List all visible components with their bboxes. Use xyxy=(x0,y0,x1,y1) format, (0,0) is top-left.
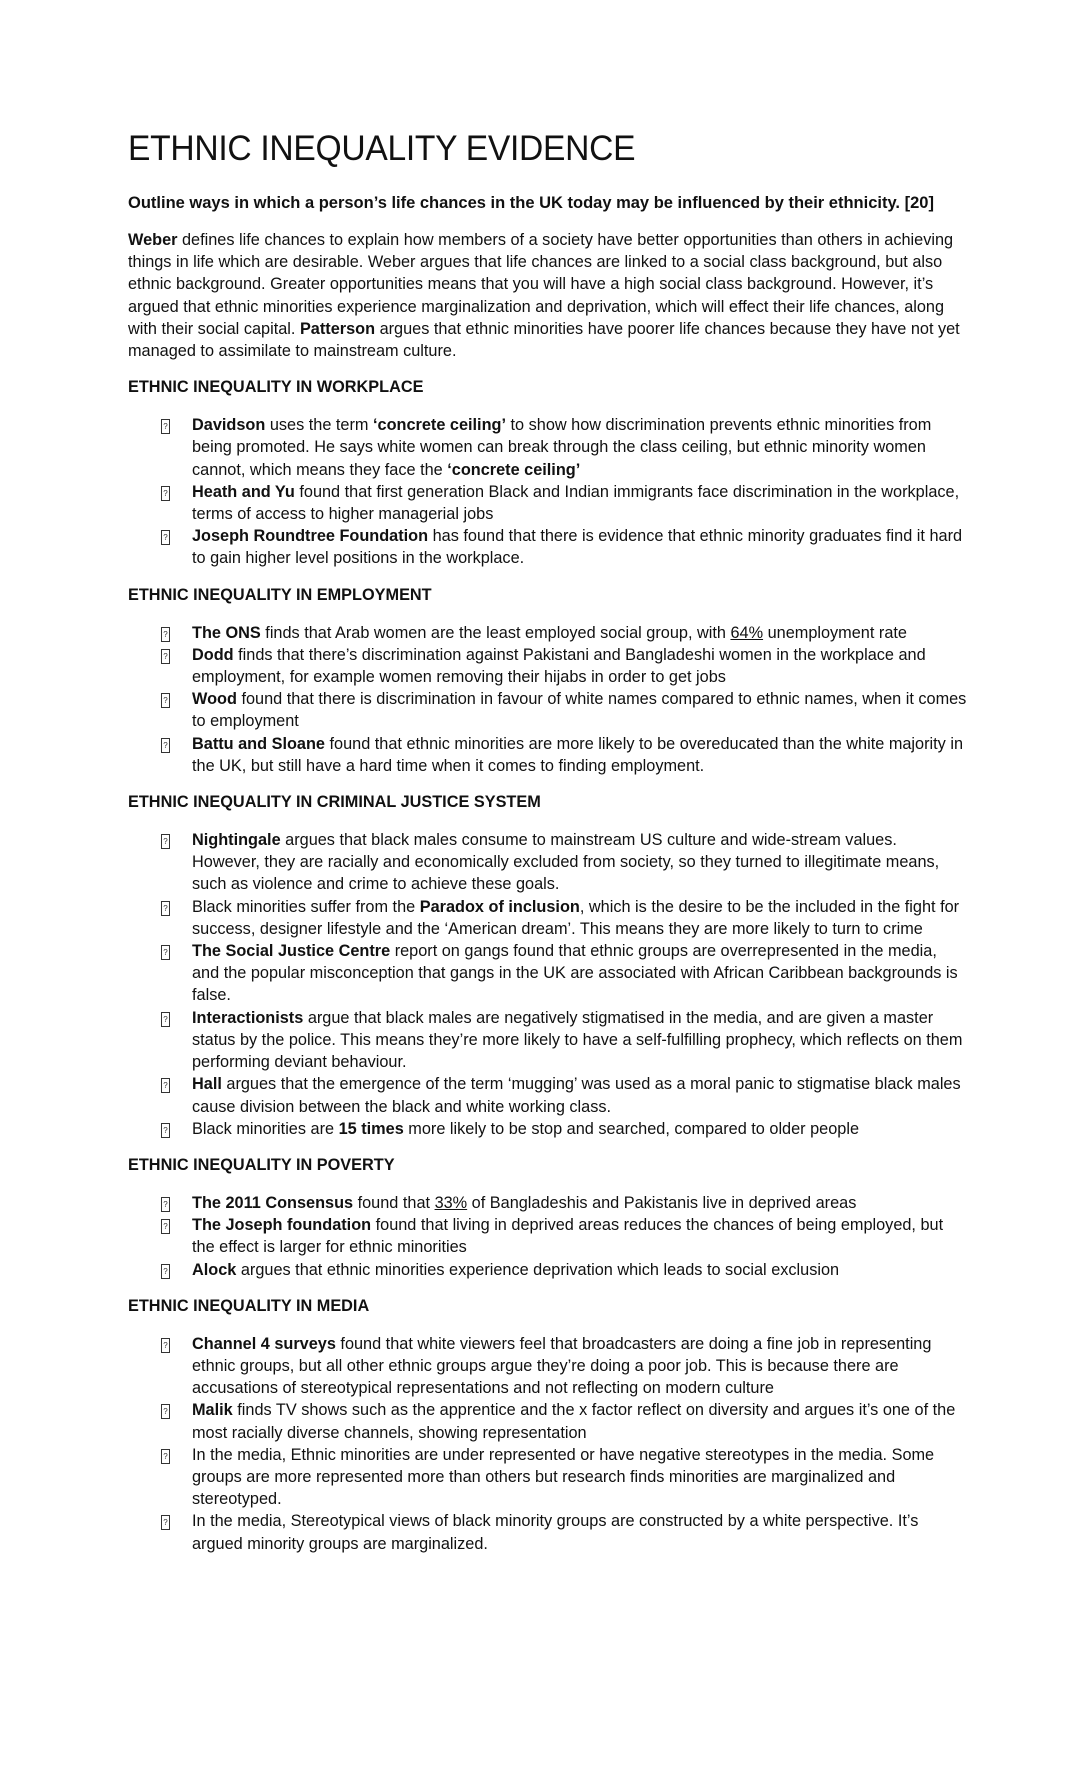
list-employment xyxy=(128,622,968,777)
list-item: ? In the media, Stereotypical views of black minority groups are constructed by a white perspective. It’s argued minority groups are marginalized. xyxy=(128,1510,968,1554)
list-item: ? Interactionists argue that black males are negatively stigmatised in the media, and are given a master status by the police. This means they’re more likely to have a self-fulfilling prophecy, which reflects on them performing deviant behaviour. xyxy=(128,1007,968,1074)
list-workplace xyxy=(128,414,968,569)
missing-glyph-bullet-icon: ? xyxy=(161,627,170,642)
intro-paragraph: Weber defines life chances to explain how members of a society have better opportunities than others in achieving things in life which are desirable. Weber argues that life chances are linked to a social class background, but also ethnic background. Greater opportunities means that you will have a high social class background. However, it’s argued that ethnic minorities experience marginalization and deprivation, which will effect their life chances, along with their social capital. Patterson argues that ethnic minorities have poorer life chances because they have not yet managed to assimilate to mainstream culture. xyxy=(128,231,960,361)
statistic-underlined: 64% xyxy=(730,623,764,642)
missing-glyph-bullet-icon: ? xyxy=(161,1264,170,1279)
list-item: ? Heath and Yu found that first generation Black and Indian immigrants face discrimination in the workplace, terms of access to higher managerial jobs xyxy=(128,481,968,525)
list-item: ? Davidson uses the term ‘concrete ceiling’ to show how discrimination prevents ethnic minorities from being promoted. He says white women can break through the class ceiling, but ethnic minority women cannot, which means they face the ‘concrete ceiling’ xyxy=(128,414,968,481)
missing-glyph-bullet-icon: ? xyxy=(161,530,170,545)
missing-glyph-bullet-icon: ? xyxy=(161,945,170,960)
keyword-patterson: Patterson xyxy=(299,319,376,338)
section-heading-media: ETHNIC INEQUALITY IN MEDIA xyxy=(128,1296,370,1315)
section-heading-poverty: ETHNIC INEQUALITY IN POVERTY xyxy=(128,1155,395,1174)
keyword-weber: Weber xyxy=(128,231,178,249)
missing-glyph-bullet-icon: ? xyxy=(161,738,170,753)
missing-glyph-bullet-icon: ? xyxy=(161,1123,170,1138)
list-item: ? Wood found that there is discrimination in favour of white names compared to ethnic names, when it comes to employment xyxy=(128,688,968,732)
section-heading-criminal-justice: ETHNIC INEQUALITY IN CRIMINAL JUSTICE SYSTEM xyxy=(128,793,541,812)
missing-glyph-bullet-icon: ? xyxy=(161,419,170,434)
list-item: ? Joseph Roundtree Foundation has found that there is evidence that ethnic minority graduates find it hard to gain higher level positions in the workplace. xyxy=(128,525,968,569)
missing-glyph-bullet-icon: ? xyxy=(161,649,170,664)
section-heading-workplace: ETHNIC INEQUALITY IN WORKPLACE xyxy=(128,378,424,397)
missing-glyph-bullet-icon: ? xyxy=(161,1515,170,1530)
list-item: ? Alock argues that ethnic minorities experience deprivation which leads to social exclusion xyxy=(128,1259,968,1281)
list-media xyxy=(128,1333,968,1555)
missing-glyph-bullet-icon: ? xyxy=(161,1012,170,1027)
missing-glyph-bullet-icon: ? xyxy=(161,1219,170,1234)
missing-glyph-bullet-icon: ? xyxy=(161,486,170,501)
missing-glyph-bullet-icon: ? xyxy=(161,1449,170,1464)
list-item: ? In the media, Ethnic minorities are under represented or have negative stereotypes in the media. Some groups are more represented more than others but research finds minorities are marginalized and stereotyped. xyxy=(128,1444,968,1511)
list-item: ? The ONS finds that Arab women are the least employed social group, with 64% unemployment rate xyxy=(128,622,968,644)
missing-glyph-bullet-icon: ? xyxy=(161,1338,170,1353)
list-item: ? Dodd finds that there’s discrimination against Pakistani and Bangladeshi women in the workplace and employment, for example women removing their hijabs in order to get jobs xyxy=(128,644,968,688)
missing-glyph-bullet-icon: ? xyxy=(161,1078,170,1093)
missing-glyph-bullet-icon: ? xyxy=(161,1404,170,1419)
missing-glyph-bullet-icon: ? xyxy=(161,693,170,708)
statistic-underlined: 33% xyxy=(434,1193,468,1212)
list-poverty xyxy=(128,1192,968,1281)
list-item: ? The Joseph foundation found that living in deprived areas reduces the chances of being employed, but the effect is larger for ethnic minorities xyxy=(128,1214,968,1258)
section-heading-employment: ETHNIC INEQUALITY IN EMPLOYMENT xyxy=(128,585,432,604)
document-page xyxy=(128,128,968,1569)
essay-question: Outline ways in which a person’s life chances in the UK today may be influenced by their ethnicity. [20] xyxy=(128,194,934,212)
list-item: ? Channel 4 surveys found that white viewers feel that broadcasters are doing a fine job in representing ethnic groups, but all other ethnic groups argue they’re doing a poor job. This is because there are accusations of stereotypical representations and not reflecting on modern culture xyxy=(128,1333,968,1400)
list-item: ? Black minorities are 15 times more likely to be stop and searched, compared to older people xyxy=(128,1118,968,1140)
missing-glyph-bullet-icon: ? xyxy=(161,834,170,849)
list-item: ? Hall argues that the emergence of the term ‘mugging’ was used as a moral panic to stigmatise black males cause division between the black and white working class. xyxy=(128,1073,968,1117)
list-item: ? Nightingale argues that black males consume to mainstream US culture and wide-stream values. However, they are racially and economically excluded from society, so they turned to illegitimate means, such as violence and crime to achieve these goals. xyxy=(128,829,968,896)
missing-glyph-bullet-icon: ? xyxy=(161,901,170,916)
list-item: ? Battu and Sloane found that ethnic minorities are more likely to be overeducated than the white majority in the UK, but still have a hard time when it comes to finding employment. xyxy=(128,733,968,777)
missing-glyph-bullet-icon: ? xyxy=(161,1197,170,1212)
list-item: ? Malik finds TV shows such as the apprentice and the x factor reflect on diversity and argues it’s one of the most racially diverse channels, showing representation xyxy=(128,1399,968,1443)
page-title: ETHNIC INEQUALITY EVIDENCE xyxy=(128,129,636,168)
list-criminal-justice xyxy=(128,829,968,1140)
list-item: ? The Social Justice Centre report on gangs found that ethnic groups are overrepresented in the media, and the popular misconception that gangs in the UK are associated with African Caribbean backgrounds is false. xyxy=(128,940,968,1007)
list-item: ? Black minorities suffer from the Paradox of inclusion, which is the desire to be the included in the fight for success, designer lifestyle and the ‘American dream’. This means they are more likely to turn to crime xyxy=(128,896,968,940)
list-item: ? The 2011 Consensus found that 33% of Bangladeshis and Pakistanis live in deprived areas xyxy=(128,1192,968,1214)
